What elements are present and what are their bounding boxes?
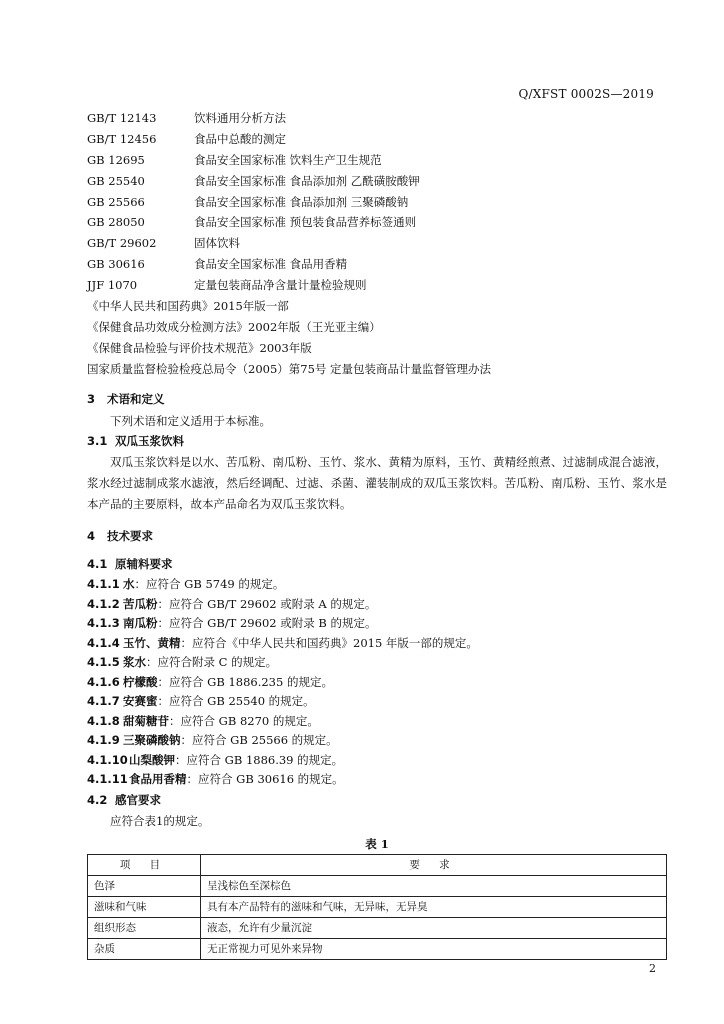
reference-row — [87, 108, 667, 129]
subsection-title: 双瓜玉浆饮料 — [115, 434, 184, 449]
requirement-item — [87, 692, 667, 712]
requirement-item — [87, 614, 667, 634]
requirement-item — [87, 595, 667, 615]
table-row — [88, 917, 667, 938]
clause-term: 玉竹、黄精 — [123, 635, 181, 650]
reference-title: 饮料通用分析方法 — [194, 111, 286, 125]
requirement-item — [87, 712, 667, 732]
table-cell-requirement: 呈浅棕色至深棕色 — [201, 875, 667, 896]
subsection-title: 原辅料要求 — [115, 557, 173, 572]
clause-term: 山梨酸钾 — [129, 752, 175, 767]
section-4-1-heading — [87, 554, 667, 575]
clause-term: 水 — [123, 577, 135, 592]
section-number: 3 — [87, 391, 96, 406]
reference-row — [87, 233, 667, 254]
reference-code: GB/T 12456 — [87, 131, 157, 146]
reference-title: 定量包装商品净含量计量检验规则 — [194, 278, 367, 293]
clause-term: 食品用香精 — [129, 772, 187, 787]
requirement-item — [87, 634, 667, 654]
reference-code: GB 25566 — [87, 194, 145, 209]
clause-term: 甜菊糖苷 — [123, 713, 169, 728]
other-reference: 《保健食品检验与评价技术规范》2003年版 — [87, 340, 312, 355]
clause-text: ：应符合 GB 1886.235 的规定。 — [157, 674, 333, 689]
page-content — [87, 108, 667, 960]
requirement-item — [87, 653, 667, 673]
table-cell-item: 滋味和气味 — [88, 896, 201, 917]
normative-references-list — [87, 108, 667, 380]
reference-title: 食品安全国家标准 食品添加剂 乙酰磺胺酸钾 — [194, 173, 420, 188]
other-reference: 国家质量监督检验检疫总局令（2005）第75号 定量包装商品计量监督管理办法 — [87, 361, 492, 376]
standard-code: Q/XFST 0002S—2019 — [518, 87, 654, 101]
clause-term: 柠檬酸 — [123, 674, 158, 689]
clause-number: 4.1.8 — [87, 713, 120, 728]
clause-number: 4.1.7 — [87, 694, 120, 709]
clause-text: ：应符合 GB 25540 的规定。 — [157, 694, 315, 709]
clause-text: ：应符合 GB 5749 的规定。 — [134, 577, 285, 592]
clause-number: 4.1.3 — [87, 616, 120, 631]
requirement-item — [87, 575, 667, 595]
table-cell-item: 色泽 — [88, 875, 201, 896]
requirement-item — [87, 751, 667, 771]
definition-paragraph: 双瓜玉浆饮料是以水、苦瓜粉、南瓜粉、玉竹、浆水、黄精为原料，玉竹、黄精经煎煮、过滤制成混合滤液，浆水经过滤制成浆水滤液，然后经调配、过滤、杀菌、灌装制成的双瓜玉浆饮料。苦瓜粉、南瓜粉、玉竹、浆水是本产品的主要原料，故本产品命名为双瓜玉浆饮料。 — [87, 455, 667, 512]
reference-code: GB 28050 — [87, 215, 145, 230]
clause-number: 4.1.2 — [87, 596, 120, 611]
section-4-2-heading — [87, 790, 667, 811]
reference-row — [87, 212, 667, 233]
section-3-1-heading — [87, 431, 667, 452]
section-3-heading — [87, 387, 667, 411]
clause-number: 4.1.9 — [87, 733, 120, 748]
requirement-item — [87, 673, 667, 693]
reference-title: 食品安全国家标准 饮料生产卫生规范 — [194, 152, 382, 167]
clause-text: ：应符合附录 C 的规定。 — [146, 655, 278, 670]
clause-term: 安赛蜜 — [123, 694, 158, 709]
other-reference: 《中华人民共和国药典》2015年版一部 — [87, 299, 289, 314]
section-4-2-intro: 应符合表1的规定。 — [110, 813, 210, 828]
reference-row — [87, 129, 667, 150]
sensory-requirements-table — [87, 854, 667, 960]
table-header-cell: 要 求 — [201, 854, 667, 875]
subsection-number: 3.1 — [87, 434, 108, 449]
table-row — [88, 875, 667, 896]
table-header-cell: 项 目 — [88, 854, 201, 875]
clause-number: 4.1.11 — [87, 772, 128, 787]
clause-text: ：应符合 GB 8270 的规定。 — [169, 713, 319, 728]
subsection-number: 4.1 — [87, 557, 108, 572]
table-row — [88, 938, 667, 959]
clause-number: 4.1.5 — [87, 655, 120, 670]
clause-term: 三聚磷酸钠 — [123, 733, 181, 748]
reference-row — [87, 254, 667, 275]
section-3-intro: 下列术语和定义适用于本标准。 — [110, 413, 271, 428]
clause-term: 苦瓜粉 — [123, 596, 158, 611]
clause-number: 4.1.1 — [87, 577, 120, 592]
clause-text: ：应符合 GB/T 29602 或附录 B 的规定。 — [157, 616, 377, 631]
clause-number: 4.1.10 — [87, 752, 128, 767]
clause-number: 4.1.6 — [87, 674, 120, 689]
subsection-title: 感官要求 — [115, 792, 161, 807]
table-cell-item: 组织形态 — [88, 917, 201, 938]
reference-title: 食品安全国家标准 食品添加剂 三聚磷酸钠 — [194, 194, 409, 209]
clause-number: 4.1.4 — [87, 635, 120, 650]
section-title: 技术要求 — [107, 529, 153, 544]
reference-code: GB/T 29602 — [87, 236, 157, 251]
reference-row — [87, 171, 667, 192]
clause-term: 南瓜粉 — [123, 616, 158, 631]
requirement-item — [87, 770, 667, 790]
subsection-number: 4.2 — [87, 792, 108, 807]
table-cell-item: 杂质 — [88, 938, 201, 959]
reference-row — [87, 275, 667, 296]
reference-title: 食品安全国家标准 预包装食品营养标签通则 — [194, 215, 417, 230]
reference-code: GB/T 12143 — [87, 111, 157, 125]
table-header-row — [88, 854, 667, 875]
clause-text: ：应符合 GB/T 29602 或附录 A 的规定。 — [157, 596, 377, 611]
reference-code: JJF 1070 — [87, 278, 138, 293]
section-4-heading — [87, 524, 667, 548]
reference-code: GB 25540 — [87, 173, 145, 188]
table-cell-requirement: 具有本产品特有的滋味和气味，无异味，无异臭 — [201, 896, 667, 917]
section-number: 4 — [87, 529, 96, 544]
reference-title: 固体饮料 — [194, 236, 240, 251]
clause-text: ：应符合 GB 30616 的规定。 — [186, 772, 344, 787]
clause-term: 浆水 — [123, 655, 146, 670]
requirement-item — [87, 731, 667, 751]
table-cell-requirement: 液态，允许有少量沉淀 — [201, 917, 667, 938]
page-number: 2 — [649, 962, 656, 975]
reference-row — [87, 150, 667, 171]
reference-title: 食品安全国家标准 食品用香精 — [194, 257, 348, 272]
table-caption: 表 1 — [365, 836, 389, 851]
reference-code: GB 30616 — [87, 257, 145, 272]
clause-text: ：应符合 GB 25566 的规定。 — [180, 733, 338, 748]
reference-row — [87, 192, 667, 213]
table-row — [88, 896, 667, 917]
other-reference: 《保健食品功效成分检测方法》2002年版（王光亚主编） — [87, 319, 381, 334]
reference-code: GB 12695 — [87, 152, 145, 167]
clause-text: ：应符合《中华人民共和国药典》2015 年版一部的规定。 — [180, 635, 478, 650]
section-title: 术语和定义 — [107, 391, 165, 406]
clause-text: ：应符合 GB 1886.39 的规定。 — [175, 752, 344, 767]
table-cell-requirement: 无正常视力可见外来异物 — [201, 938, 667, 959]
reference-title: 食品中总酸的测定 — [194, 131, 286, 146]
raw-material-requirements — [87, 575, 667, 790]
